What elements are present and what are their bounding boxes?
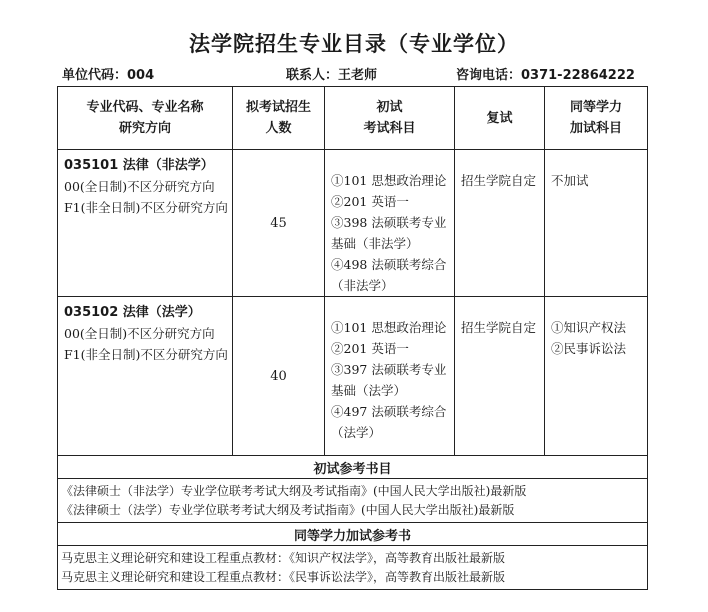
contact-person: 联系人：王老师 [286, 68, 378, 83]
subject-line: （非法学） [331, 278, 394, 293]
subject-line: ①101 思想政治理论 [331, 320, 447, 335]
major-code-name: 035102 法律（法学） [64, 305, 201, 320]
major-code-name: 035101 法律（非法学） [64, 158, 214, 173]
book-item: 马克思主义理论研究和建设工程重点教材：《知识产权法学》，高等教育出版社最新版 [61, 551, 506, 565]
header-first-exam-line1: 初试 [376, 100, 403, 115]
first-exam-books-list [58, 479, 648, 523]
first-exam-books-heading-row [58, 456, 648, 479]
subject-line: 基础（非法学） [331, 236, 419, 251]
extra-cell [545, 150, 648, 297]
quota-cell: 40 [233, 297, 325, 456]
book-item: 《法律硕士（非法学）专业学位联考考试大纲及考试指南》(中国人民大学出版社)最新版 [61, 484, 527, 498]
major-cell [58, 297, 233, 456]
extra-subject: 不加试 [551, 173, 589, 188]
header-quota-line2: 人数 [265, 121, 292, 136]
retest-cell: 招生学院自定 [455, 297, 545, 456]
header-first-exam-line2: 考试科目 [363, 121, 416, 136]
consult-phone: 咨询电话：0371-22864222 [456, 68, 635, 83]
header-major-line1: 专业代码、专业名称 [86, 100, 204, 115]
table-row [58, 150, 648, 297]
header-quota-line1: 拟考试招生 [245, 100, 311, 115]
page-title: 法学院招生专业目录（专业学位） [189, 32, 519, 56]
header-major-line2: 研究方向 [118, 121, 171, 136]
direction-item: 00(全日制)不区分研究方向 [64, 179, 215, 194]
subject-line: ②201 英语一 [331, 194, 409, 209]
major-cell [58, 150, 233, 297]
header-extra [545, 87, 648, 150]
extra-books-heading: 同等学力加试参考书 [58, 523, 648, 546]
direction-item: 00(全日制)不区分研究方向 [64, 326, 215, 341]
header-quota [233, 87, 325, 150]
first-exam-books-heading: 初试参考书目 [58, 456, 648, 479]
first-exam-books-row [58, 479, 648, 523]
header-major [58, 87, 233, 150]
header-retest: 复试 [455, 87, 545, 150]
retest-cell: 招生学院自定 [455, 150, 545, 297]
subject-line: ④498 法硕联考综合 [331, 257, 447, 272]
subject-line: ③398 法硕联考专业 [331, 215, 447, 230]
subject-line: ②201 英语一 [331, 341, 409, 356]
header-first-exam [325, 87, 455, 150]
book-item: 《法律硕士（法学）专业学位联考考试大纲及考试指南》(中国人民大学出版社)最新版 [61, 503, 515, 517]
table-header-row [58, 87, 648, 150]
subjects-cell [325, 297, 455, 456]
extra-subject: ②民事诉讼法 [551, 341, 627, 356]
extra-books-heading-row [58, 523, 648, 546]
extra-books-row [58, 546, 648, 590]
unit-code: 单位代码：004 [62, 68, 155, 83]
table-row [58, 297, 648, 456]
quota-cell: 45 [233, 150, 325, 297]
subject-line: ①101 思想政治理论 [331, 173, 447, 188]
subject-line: ③397 法硕联考专业 [331, 362, 447, 377]
extra-subject: ①知识产权法 [551, 320, 627, 335]
header-extra-line1: 同等学力 [569, 100, 622, 115]
direction-item: F1(非全日制)不区分研究方向 [64, 200, 228, 215]
book-item: 马克思主义理论研究和建设工程重点教材：《民事诉讼法学》，高等教育出版社最新版 [61, 570, 506, 584]
catalog-table [57, 86, 648, 590]
subject-line: 基础（法学） [331, 383, 407, 398]
subjects-cell [325, 150, 455, 297]
subject-line: ④497 法硕联考综合 [331, 404, 447, 419]
extra-cell [545, 297, 648, 456]
extra-books-list [58, 546, 648, 590]
subject-line: （法学） [331, 425, 382, 440]
direction-item: F1(非全日制)不区分研究方向 [64, 347, 228, 362]
header-extra-line2: 加试科目 [569, 121, 622, 136]
